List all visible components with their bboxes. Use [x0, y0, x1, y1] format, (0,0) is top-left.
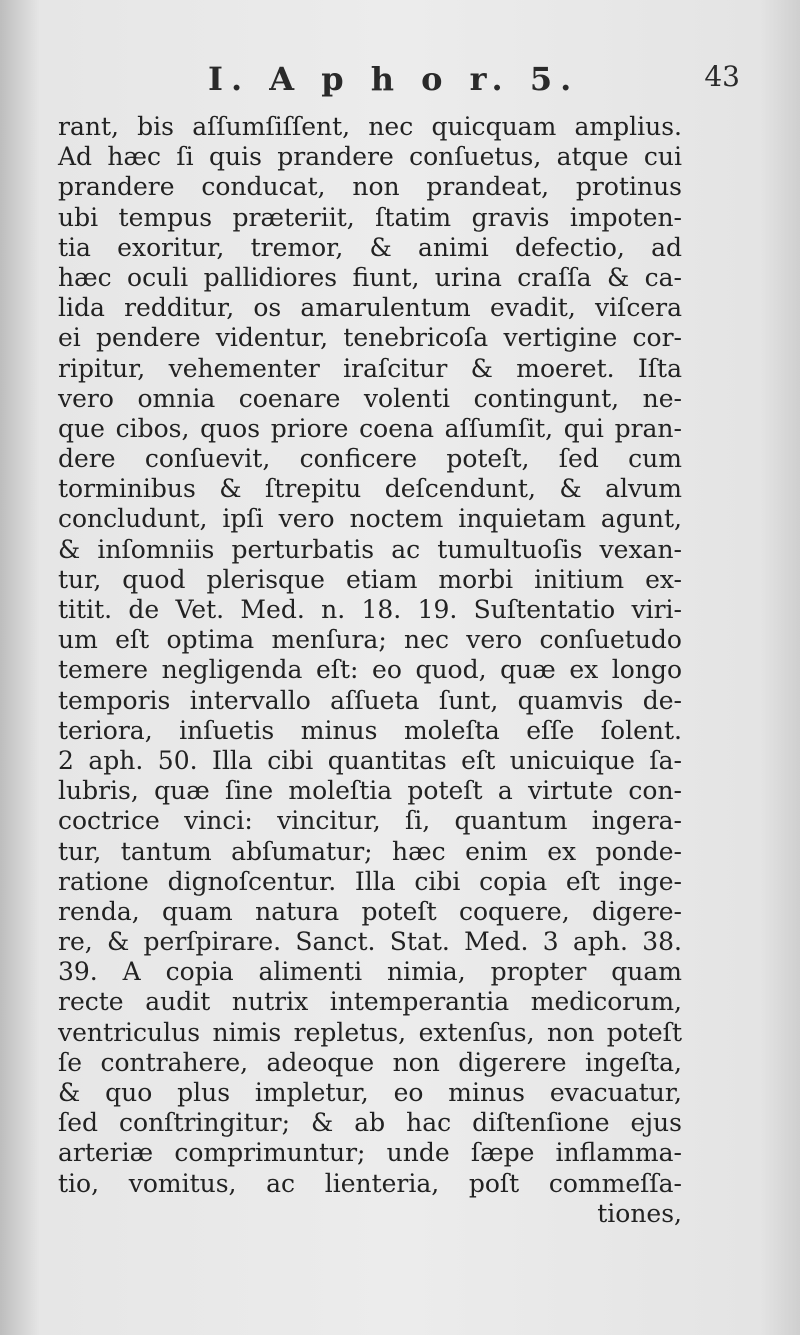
text-line: ripitur, vehementer iraſcitur & moeret. Iſta [58, 353, 682, 383]
text-line: tur, tantum abſumatur; hæc enim ex ponde- [58, 836, 682, 866]
text-line: torminibus & ſtrepitu deſcendunt, & alvum [58, 474, 682, 504]
text-line: recte audit nutrix intemperantia medicorum, [58, 987, 682, 1017]
running-title: I. A p h o r. 5. [208, 60, 580, 98]
text-line: tur, quod plerisque etiam morbi initium ex- [58, 564, 682, 594]
text-line: que cibos, quos priore coena aſſumſit, qui pran- [58, 413, 682, 443]
text-line: lubris, quæ ſine moleſtia poteſt a virtute con- [58, 776, 682, 806]
text-line: titit. de Vet. Med. n. 18. 19. Suſtentatio viri- [58, 595, 682, 624]
text-line: tio, vomitus, ac lienteria, poſt commeſſa- [58, 1168, 682, 1198]
text-line: renda, quam natura poteſt coquere, digere- [58, 896, 682, 926]
text-line: temporis intervallo aſſueta ſunt, quamvis de- [58, 685, 682, 715]
catchword: tiones, [597, 1198, 682, 1228]
text-line: lida redditur, os amarulentum evadit, viſcera [58, 293, 682, 323]
text-line: 2 aph. 50. Illa cibi quantitas eſt unicuique ſa- [58, 745, 682, 775]
text-line: coctrice vinci: vincitur, ſi, quantum ingera- [58, 806, 682, 836]
text-line: dere conſuevit, conficere poteſt, ſed cum [58, 444, 682, 474]
text-line: ſe contrahere, adeoque non digerere ingeſta, [58, 1047, 682, 1077]
text-line: ubi tempus præteriit, ſtatim gravis impoten- [58, 202, 682, 232]
page-number: 43 [704, 60, 740, 93]
text-line: 39. A copia alimenti nimia, propter quam [58, 957, 682, 987]
text-line: & inſomniis perturbatis ac tumultuoſis vexan- [58, 534, 682, 564]
text-line: rant, bis aſſumſiſſent, nec quicquam amplius. [58, 112, 682, 141]
running-header [58, 60, 740, 104]
text-line: & quo plus impletur, eo minus evacuatur, [58, 1078, 682, 1107]
text-line: hæc oculi pallidiores fiunt, urina craſſa & ca- [58, 262, 682, 292]
text-line: prandere conducat, non prandeat, protinus [58, 172, 682, 202]
text-line: re, & perſpirare. Sanct. Stat. Med. 3 aph. 38. [58, 927, 682, 957]
text-line: ratione dignoſcentur. Illa cibi copia eſt inge- [58, 866, 682, 896]
text-line: ventriculus nimis repletus, extenſus, non poteſt [58, 1017, 682, 1047]
text-line: concludunt, ipſi vero noctem inquietam agunt, [58, 504, 682, 534]
text-line: ſed conſtringitur; & ab hac diſtenſione ejus [58, 1108, 682, 1138]
text-line: temere negligenda eſt: eo quod, quæ ex longo [58, 655, 682, 685]
text-line: ei pendere videntur, tenebricoſa vertigine cor- [58, 323, 682, 353]
body-text [58, 112, 682, 1229]
text-line: arteriæ comprimuntur; unde ſæpe inflamma- [58, 1138, 682, 1168]
text-line: Ad hæc ſi quis prandere conſuetus, atque cui [58, 142, 682, 172]
text-line: um eſt optima menſura; nec vero conſuetudo [58, 625, 682, 655]
text-line: tia exoritur, tremor, & animi defectio, ad [58, 232, 682, 262]
text-line: teriora, inſuetis minus moleſta eſſe ſolent. [58, 715, 682, 745]
text-line: vero omnia coenare volenti contingunt, ne- [58, 383, 682, 413]
